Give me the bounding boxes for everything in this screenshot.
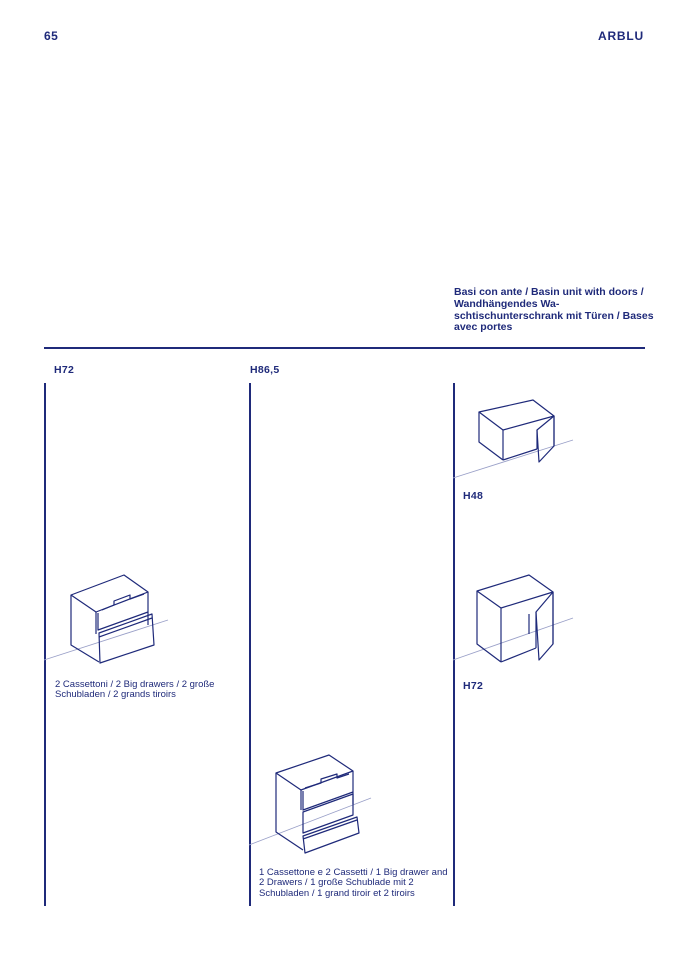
door-unit-h48-illustration <box>453 400 583 490</box>
column-3-item-2-height-label: H72 <box>463 680 484 692</box>
section-title: Basi con ante / Basin unit with doors / Wandhängendes Wa-schtischunterschrank mit Türen / Bases avec portes <box>454 286 654 334</box>
column-2-caption: 1 Cassettone e 2 Cassetti / 1 Big drawer and 2 Drawers / 1 große Schublade mit 2 Schubladen / 1 grand tiroir et 2 tiroirs <box>259 867 448 899</box>
three-drawer-unit-illustration <box>249 750 379 860</box>
page-number: 65 <box>44 29 59 43</box>
brand-name: ARBLU <box>598 29 644 43</box>
section-divider <box>44 347 645 349</box>
column-2-height-label: H86,5 <box>250 364 280 376</box>
column-1-caption: 2 Cassettoni / 2 Big drawers / 2 große Schubladen / 2 grands tiroirs <box>55 679 215 701</box>
column-3-item-1-height-label: H48 <box>463 490 484 502</box>
door-unit-h72-illustration <box>453 572 583 672</box>
column-1-height-label: H72 <box>54 364 75 376</box>
two-drawer-unit-illustration <box>44 570 174 670</box>
